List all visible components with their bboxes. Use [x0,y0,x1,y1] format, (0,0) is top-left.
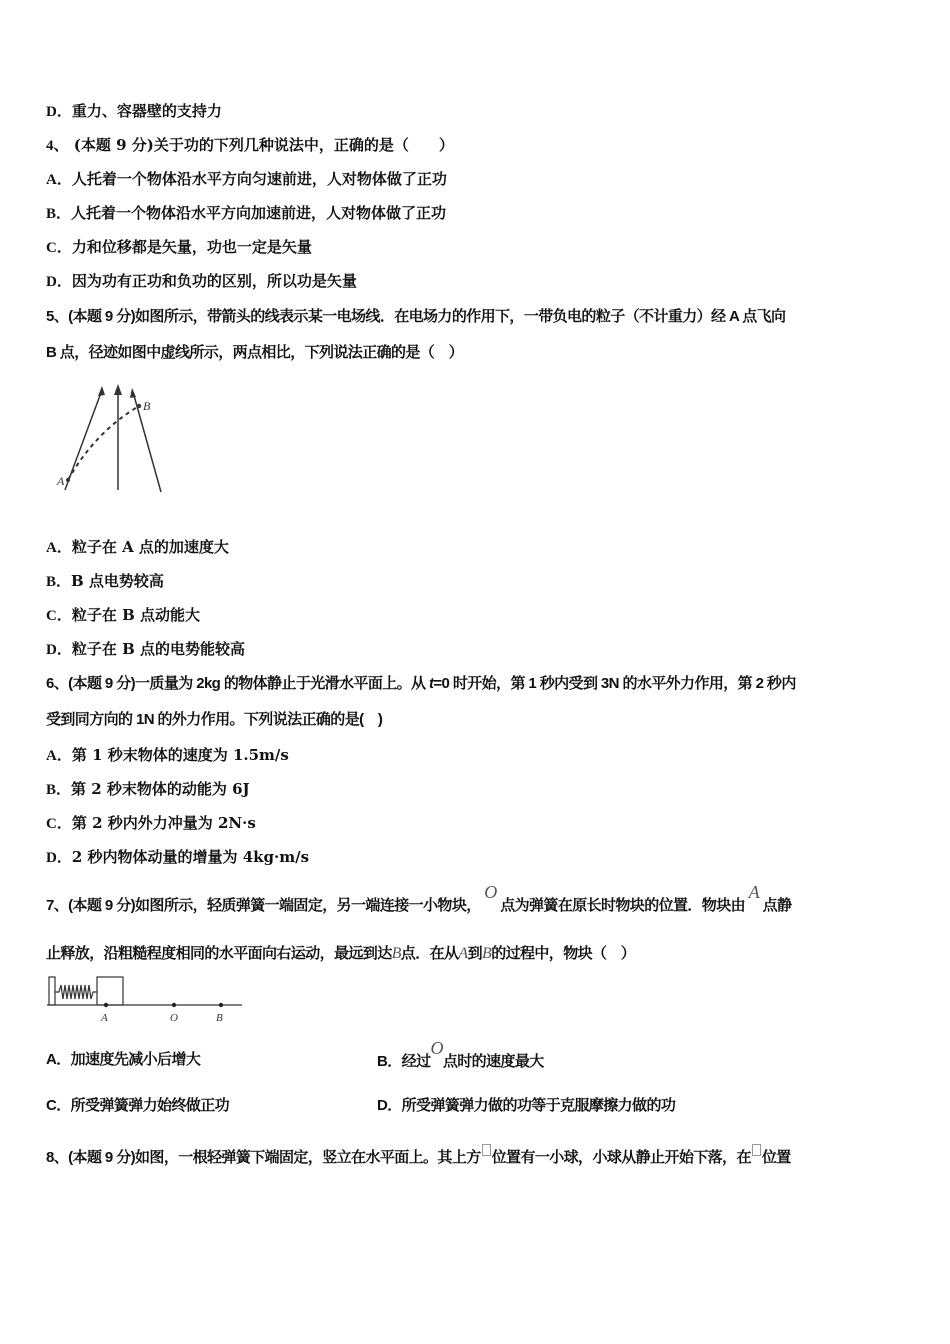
option-label: B． [46,206,72,222]
variable-o: O [484,882,497,902]
question-number: 4、 [46,138,69,154]
question-number: 7、 [46,897,69,914]
option-text: 粒子在 A 点的加速度大 [71,538,229,556]
question-text: 如图所示，带箭头的线表示某一电场线．在电场力的作用下，一带负电的粒子（不计重力）经 A 点飞向 [135,308,786,325]
option-text: 经过 [401,1053,431,1070]
option-text: 所受弹簧弹力始终做正功 [70,1097,230,1114]
q7-option-b [377,1038,544,1072]
question-score: (本题 9 分) [68,897,136,914]
option-label: C． [46,1097,71,1114]
q5-stem-line1 [46,307,785,327]
point-b-label: B [143,399,151,413]
option-label: D． [377,1097,402,1114]
q5-stem-line2 [46,343,463,363]
question-number: 6、 [46,675,69,692]
q4-option-a [46,169,447,190]
question-text: 受到同方向的 1N 的外力作用。下列说法正确的是( ) [46,711,383,728]
question-text: 如图所示，轻质弹簧一端固定，另一端连接一小物块， [135,897,481,914]
point-a-label: A [101,1012,108,1024]
question-text: 位置 [761,1149,791,1166]
q4-option-c [46,237,312,258]
question-score: (本题 9 分) [68,1149,136,1166]
option-label: A． [46,172,72,188]
option-label: C． [46,816,72,832]
electric-field-lines-figure [55,382,175,497]
question-text: B 点，径迹如图中虚线所示，两点相比，下列说法正确的是（ ） [46,344,464,361]
q7-option-d [377,1096,675,1116]
q6-option-b [46,779,250,800]
q7-option-c [46,1096,229,1116]
q4-stem [46,135,454,156]
question-number: 5、 [46,308,69,325]
option-text: 力和位移都是矢量，功也一定是矢量 [71,238,312,256]
q7-stem-line2 [46,944,635,964]
variable-a: A [458,945,468,962]
variable-b: B [391,945,401,962]
option-label: A． [46,540,72,556]
question-score: (本题 9 分) [68,308,136,325]
question-text: 点为弹簧在原长时物块的位置．物块由 [500,897,746,914]
option-text: 点时的速度最大 [442,1053,544,1070]
question-text: 位置有一小球，小球从静止开始下落，在 [491,1149,751,1166]
option-text: 人托着一个物体沿水平方向匀速前进，人对物体做了正功 [71,170,447,188]
q6-option-c [46,813,256,834]
question-text: 关于功的下列几种说法中，正确的是（ ） [153,136,454,154]
option-text: 所受弹簧弹力做的功等于克服摩擦力做的功 [401,1097,676,1114]
spring-block-figure [46,974,246,1026]
option-text: 2 秒内物体动量的增量为 4kg·m/s [71,848,310,866]
variable-t: t [428,675,434,692]
q7-stem-line1 [46,882,792,916]
question-number: 8、 [46,1149,69,1166]
option-text: 第 2 秒内外力冲量为 2N·s [71,814,256,832]
question-text: =0 时开始，第 1 秒内受到 3N 的水平外力作用，第 2 秒内 [433,675,796,692]
question-text: 的过程中，物块（ ） [491,945,636,962]
option-label: B． [377,1053,402,1070]
variable-o: O [430,1038,443,1058]
option-label: B． [46,574,72,590]
q6-stem-line1 [46,674,796,694]
variable-b: B [482,945,492,962]
point-b-label: B [216,1012,223,1024]
option-text: 重力、容器壁的支持力 [71,102,222,120]
q5-option-b [46,571,164,592]
point-a-label: A [57,474,65,488]
option-label: A． [46,1051,71,1068]
q8-stem-line1 [46,1144,791,1168]
option-label: C． [46,240,72,256]
option-text: 人托着一个物体沿水平方向加速前进，人对物体做了正功 [71,204,447,222]
option-text: 第 1 秒末物体的速度为 1.5m/s [71,746,289,764]
q3-option-d [46,101,222,122]
option-text: 粒子在 B 点动能大 [71,606,200,624]
question-text: 点静 [762,897,792,914]
option-text: 第 2 秒末物体的动能为 6J [71,780,250,798]
point-o-label: O [170,1012,178,1024]
option-text: 加速度先减小后增大 [70,1051,201,1068]
question-score: (本题 9 分) [68,675,136,692]
question-text: 一质量为 2kg 的物体静止于光滑水平面上。从 [135,675,429,692]
option-label: D． [46,274,72,290]
q6-stem-line2 [46,710,382,730]
q7-option-a [46,1050,200,1070]
question-text: 如图，一根轻弹簧下端固定，竖立在水平面上。其上方 [135,1149,481,1166]
q6-option-d [46,847,309,868]
missing-symbol-placeholder [752,1144,761,1156]
option-label: A． [46,748,72,764]
q5-option-c [46,605,200,626]
option-label: D． [46,850,72,866]
option-text: 因为功有正功和负功的区别，所以功是矢量 [71,272,357,290]
missing-symbol-placeholder [482,1144,491,1156]
option-label: D． [46,104,72,120]
question-text: 止释放，沿粗糙程度相同的水平面向右运动，最远到达 [46,945,392,962]
q6-option-a [46,745,289,766]
question-score: (本题 9 分) [73,136,154,154]
option-label: C． [46,608,72,624]
question-text: 到 [467,945,482,962]
q5-option-a [46,537,229,558]
q4-option-d [46,271,357,292]
q5-option-d [46,639,245,660]
variable-a: A [748,882,759,902]
q4-option-b [46,203,446,224]
option-label: B． [46,782,72,798]
question-text: 点．在从 [400,945,459,962]
option-label: D． [46,642,72,658]
option-text: 粒子在 B 点的电势能较高 [71,640,245,658]
option-text: B 点电势较高 [71,572,164,590]
